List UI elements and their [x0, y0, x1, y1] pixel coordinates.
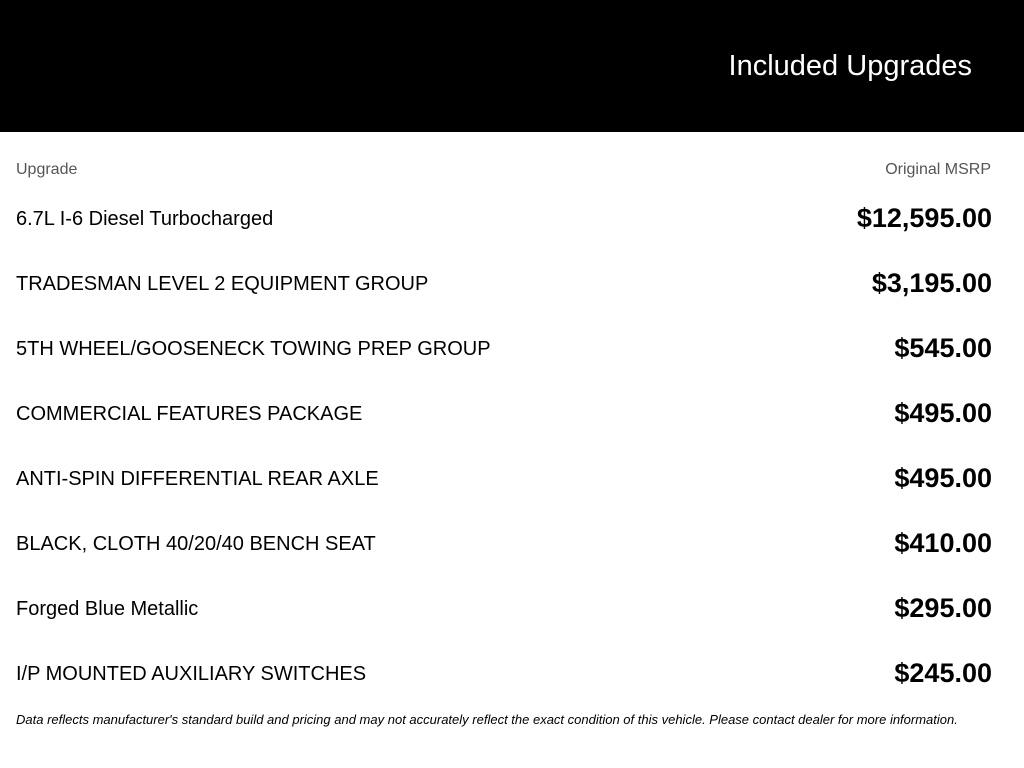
upgrade-price: $3,195.00 [871, 268, 992, 298]
upgrade-row [0, 640, 1024, 705]
upgrade-name: COMMERCIAL FEATURES PACKAGE [16, 403, 363, 425]
upgrade-name: BLACK, CLOTH 40/20/40 BENCH SEAT [16, 533, 376, 555]
upgrade-price: $295.00 [894, 593, 992, 623]
upgrade-row [0, 380, 1024, 445]
upgrade-price: $12,595.00 [856, 203, 992, 233]
upgrade-price: $410.00 [894, 528, 992, 558]
disclaimer-text: Data reflects manufacturer's standard build and pricing and may not accurately reflect the exact condition of this vehicle. Please contact dealer for more information. [16, 712, 958, 727]
upgrade-row [0, 250, 1024, 315]
upgrade-row [0, 445, 1024, 510]
upgrade-row [0, 315, 1024, 380]
upgrade-name: 6.7L I-6 Diesel Turbocharged [16, 208, 274, 230]
upgrade-name: 5TH WHEEL/GOOSENECK TOWING PREP GROUP [16, 338, 491, 360]
header-bar [0, 0, 1024, 132]
upgrade-name: Forged Blue Metallic [16, 598, 199, 620]
upgrades-list [0, 185, 1024, 705]
upgrade-name: TRADESMAN LEVEL 2 EQUIPMENT GROUP [16, 273, 429, 295]
page-title: Included Upgrades [728, 50, 972, 82]
upgrade-name: ANTI-SPIN DIFFERENTIAL REAR AXLE [16, 468, 379, 490]
upgrade-row [0, 185, 1024, 250]
upgrade-row [0, 575, 1024, 640]
upgrade-price: $495.00 [894, 398, 992, 428]
upgrade-price: $245.00 [894, 658, 992, 688]
upgrade-name: I/P MOUNTED AUXILIARY SWITCHES [16, 663, 367, 685]
column-header-upgrade: Upgrade [16, 161, 78, 178]
upgrade-price: $545.00 [894, 333, 992, 363]
column-header-msrp: Original MSRP [885, 161, 991, 178]
upgrade-price: $495.00 [894, 463, 992, 493]
upgrade-row [0, 510, 1024, 575]
